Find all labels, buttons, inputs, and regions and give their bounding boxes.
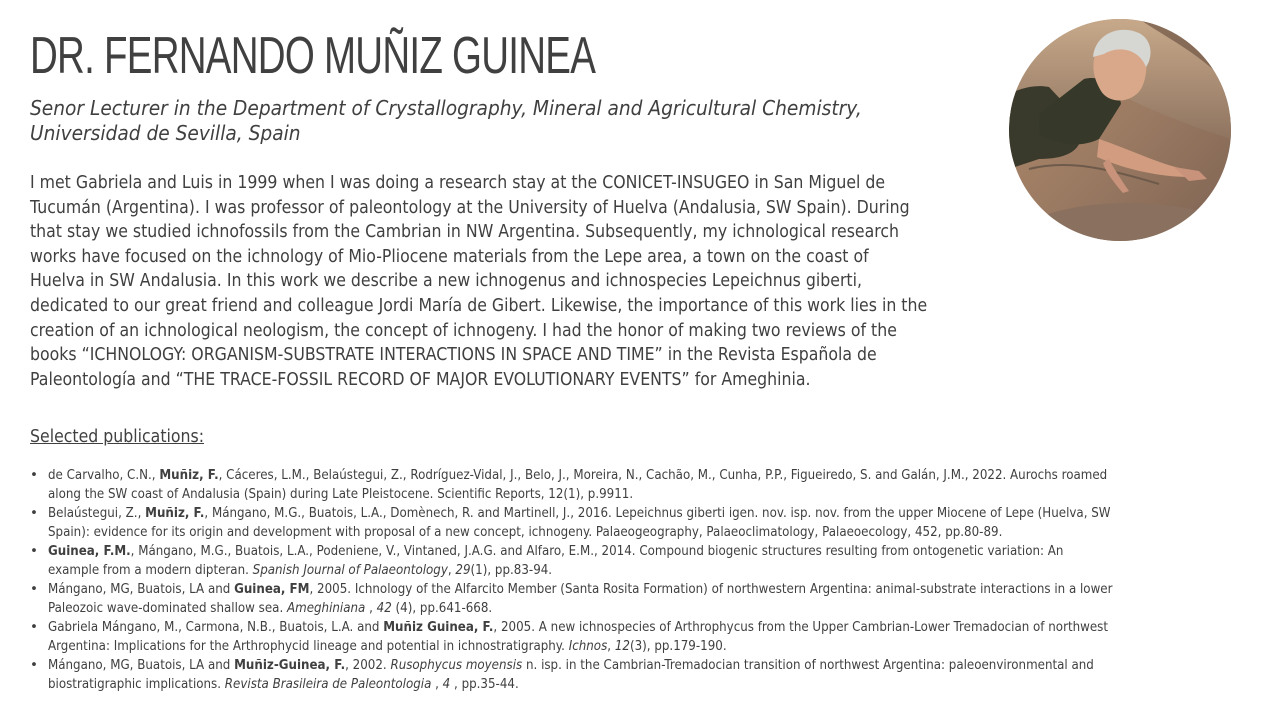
citation-text: , 2005. Ichnology of the Alfarcito Member (Santa Rosita Formation) of northwestern Argentina: animal-substrate interactions in a lower — [309, 581, 1113, 597]
journal-title: Ichnos — [568, 638, 608, 654]
publication-line — [48, 485, 1115, 504]
author-highlight: Muñiz, F. — [145, 505, 205, 521]
publication-line — [48, 504, 1115, 523]
journal-title: 12 — [614, 638, 630, 654]
citation-text: (3), pp.179-190. — [629, 638, 727, 654]
journal-title: Spanish Journal of Palaeontology — [252, 562, 448, 578]
citation-text: Gabriela Mángano, M., Carmona, N.B., Buatois, L.A. and — [48, 619, 384, 635]
biography — [30, 171, 1090, 392]
publication-line — [48, 466, 1115, 485]
author-highlight: Muñiz-Guinea, F. — [234, 657, 346, 673]
citation-text: n. isp. in the Cambrian-Tremadocian transition of northwest Argentina: paleoenvironmental and — [522, 657, 1094, 673]
bio-line: I met Gabriela and Luis in 1999 when I was doing a research stay at the CONICET-INSUGEO in San Miguel de — [30, 173, 886, 193]
bullet-icon: • — [30, 505, 38, 521]
bio-line: dedicated to our great friend and colleague Jordi María de Gibert. Likewise, the importance of this work lies in the — [30, 295, 928, 316]
bullet-icon: • — [30, 619, 38, 635]
author-highlight: Guinea, F.M. — [48, 543, 131, 559]
journal-title: Revista Brasileira de Paleontologia — [224, 676, 432, 692]
citation-text: (1), pp.83-94. — [470, 562, 553, 578]
journal-title: Ameghiniana — [287, 600, 366, 616]
publication-line — [48, 618, 1115, 637]
citation-text: , — [447, 562, 456, 578]
journal-title: Rusophycus moyensis — [390, 657, 523, 673]
citation-text: , — [431, 676, 443, 692]
portrait-photo — [1009, 19, 1231, 241]
citation-text: de Carvalho, C.N., — [48, 467, 160, 483]
citation-text: , Mángano, M.G., Buatois, L.A., Podeniene, V., Vintaned, J.A.G. and Alfaro, E.M., 2014. Compound biogenic structures resulting from ontogenetic variation: An — [130, 543, 1064, 559]
bio-line: Tucumán (Argentina). I was professor of paleontology at the University of Huelva (Andalusia, SW Spain). During — [30, 197, 910, 218]
subtitle-line: Senor Lecturer in the Department of Crystallography, Mineral and Agricultural Chemistry, — [30, 96, 862, 120]
publication-line — [48, 580, 1115, 599]
citation-text: , 2005. A new ichnospecies of Arthrophycus from the Upper Cambrian-Lower Tremadocian of northwest — [493, 619, 1109, 635]
citation-text: Spain): evidence for its origin and development with proposal of a new concept, ichnogeny. Palaeogeography, Palaeoclimatology, Palaeoecology, 452, pp.80-89. — [48, 524, 1003, 540]
publication-line — [48, 599, 1115, 618]
citation-text: Mángano, MG, Buatois, LA and — [48, 581, 235, 597]
bio-line: books “ICHNOLOGY: ORGANISM-SUBSTRATE INTERACTIONS IN SPACE AND TIME” in the Revista Española de — [30, 345, 877, 366]
bullet-icon: • — [30, 657, 38, 673]
publication-line — [48, 523, 1115, 542]
subtitle-line: Universidad de Sevilla, Spain — [30, 121, 301, 145]
author-highlight: Muñiz, F. — [159, 467, 219, 483]
journal-title: 4 — [442, 676, 451, 692]
citation-text: , Mángano, M.G., Buatois, L.A., Domènech, R. and Martinell, J., 2016. Lepeichnus giberti igen. nov. isp. nov. from the upper Miocene of Lepe (Huelva, SW — [204, 505, 1111, 521]
journal-title: 29 — [455, 562, 471, 578]
publication-item — [30, 580, 1260, 618]
bullet-icon: • — [30, 581, 38, 597]
citation-text: along the SW coast of Andalusia (Spain) during Late Pleistocene. Scientific Reports, 12(1), p.9911. — [48, 486, 634, 502]
bio-line: creation of an ichnological neologism, the concept of ichnogeny. I had the honor of making two reviews of the — [30, 320, 897, 341]
bullet-icon: • — [30, 467, 38, 483]
citation-text: example from a modern dipteran. — [48, 562, 253, 578]
citation-text: , — [365, 600, 377, 616]
citation-text: biostratigraphic implications. — [48, 676, 225, 692]
publication-line — [48, 561, 1115, 580]
bio-line: works have focused on the ichnology of Mio-Pliocene materials from the Lepe area, a town on the coast of — [30, 246, 869, 267]
citation-text: (4), pp.641-668. — [391, 600, 493, 616]
publication-item — [30, 542, 1260, 580]
bio-line: that stay we studied ichnofossils from the Cambrian in NW Argentina. Subsequently, my ichnological research — [30, 222, 900, 243]
publication-list — [30, 466, 1260, 694]
publication-item — [30, 618, 1260, 656]
publication-line — [48, 637, 1115, 656]
publication-item — [30, 656, 1260, 694]
citation-text: , 2002. — [345, 657, 391, 673]
bio-line: Huelva in SW Andalusia. In this work we describe a new ichnogenus and ichnospecies Lepeichnus giberti, — [30, 271, 862, 292]
publication-item — [30, 504, 1260, 542]
publication-line — [48, 656, 1115, 675]
author-highlight: Muñiz Guinea, F. — [383, 619, 494, 635]
portrait-photo-image — [1009, 19, 1231, 241]
citation-text: Belaústegui, Z., — [48, 505, 146, 521]
citation-text: Mángano, MG, Buatois, LA and — [48, 657, 235, 673]
bio-line: Paleontología and “THE TRACE-FOSSIL RECORD OF MAJOR EVOLUTIONARY EVENTS” for Ameghinia. — [30, 369, 811, 390]
author-highlight: Guinea, FM — [234, 581, 310, 597]
subtitle — [30, 96, 990, 146]
publication-item — [30, 466, 1260, 504]
citation-text: Argentina: Implications for the Arthrophycid lineage and potential in ichnostratigraphy. — [48, 638, 569, 654]
publication-line — [48, 542, 1115, 561]
citation-text: , — [607, 638, 615, 654]
citation-text: , pp.35-44. — [450, 676, 519, 692]
citation-text: , Cáceres, L.M., Belaústegui, Z., Rodríguez-Vidal, J., Belo, J., Moreira, N., Cachão, M., Cunha, P.P., Figueiredo, S. and Galán, J.M., 2022. Aurochs roamed — [218, 467, 1108, 483]
publication-line — [48, 675, 1115, 694]
journal-title: 42 — [376, 600, 392, 616]
page-title: DR. FERNANDO MUÑIZ GUINEA — [30, 27, 596, 85]
citation-text: Paleozoic wave-dominated shallow sea. — [48, 600, 288, 616]
bullet-icon: • — [30, 543, 38, 559]
publications-heading: Selected publications: — [30, 427, 205, 447]
